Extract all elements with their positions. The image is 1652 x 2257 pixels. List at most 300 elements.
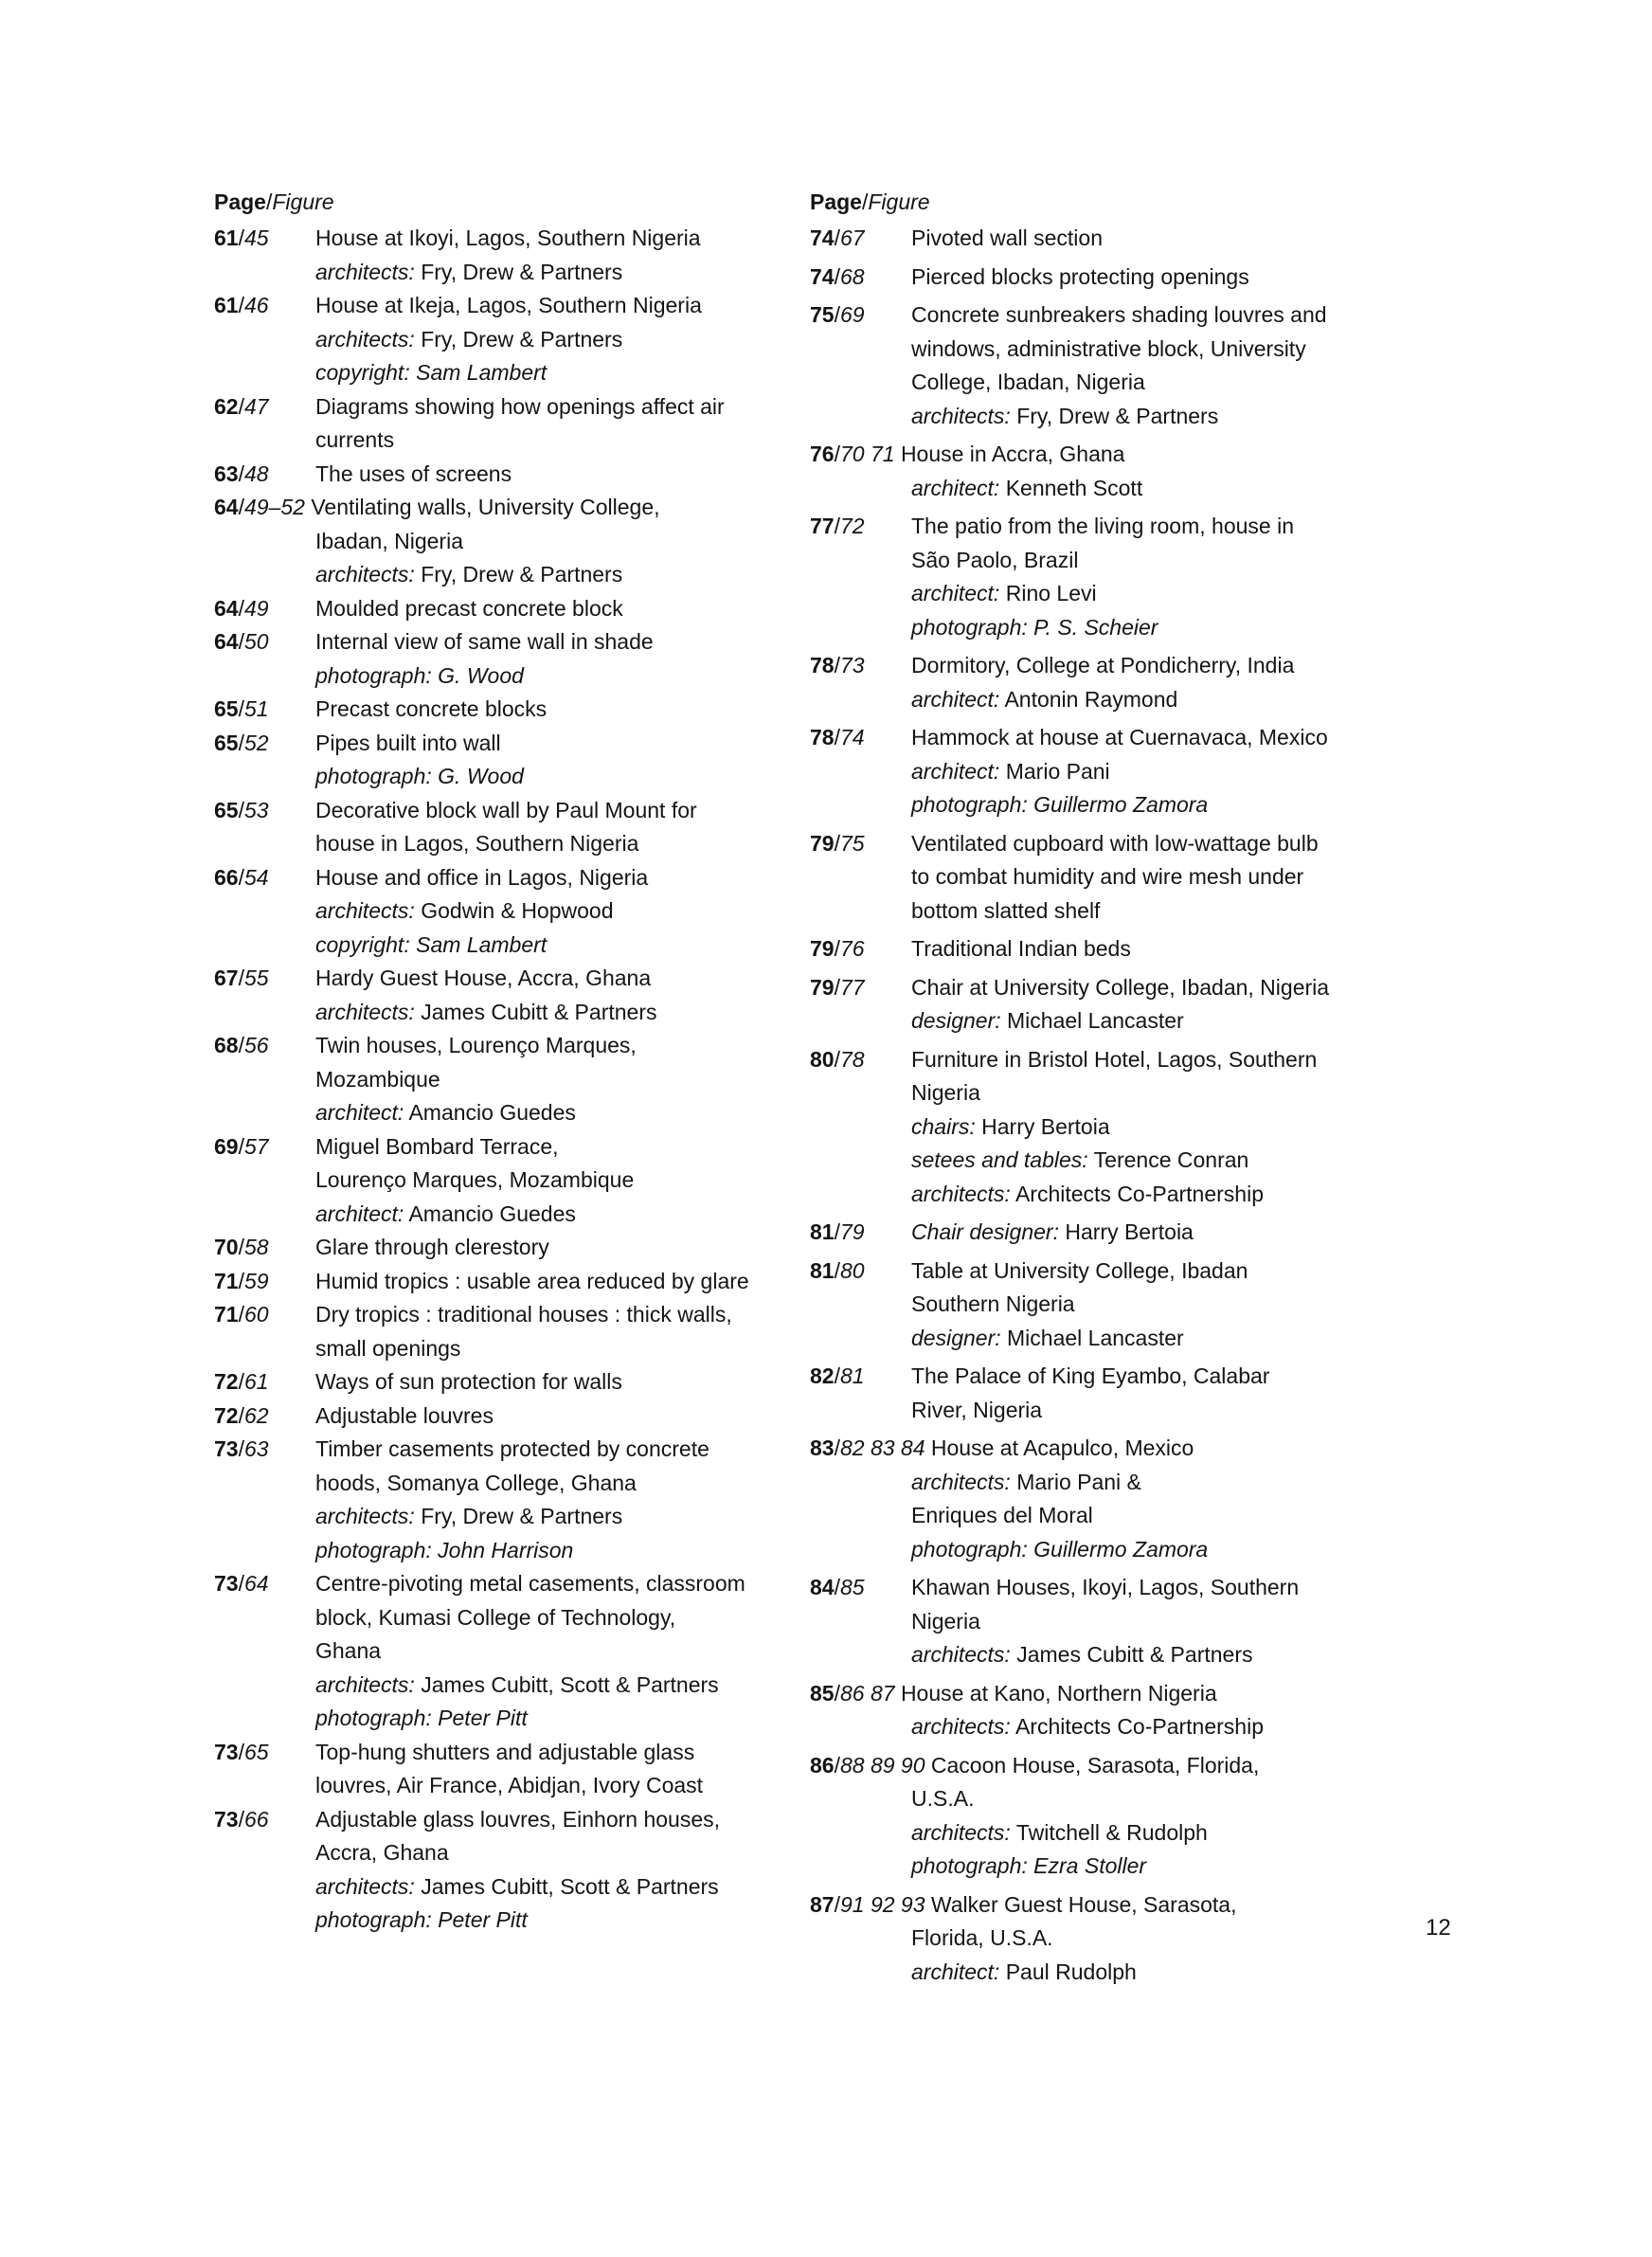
index-entry <box>214 727 782 794</box>
entry-figure-number: 73 <box>839 653 865 677</box>
entry-description-line: house in Lagos, Southern Nigeria <box>315 831 639 856</box>
entry-reference: 71/59 <box>214 1268 269 1293</box>
entry-credit <box>911 1216 1397 1250</box>
entry-figure-number: 76 <box>839 936 865 961</box>
entry-description-line: Ways of sun protection for walls <box>315 1369 622 1394</box>
entry-figure-number: 74 <box>839 725 865 749</box>
entry-continuation <box>810 472 1397 506</box>
index-entry <box>214 491 782 592</box>
entry-credit <box>315 256 782 290</box>
credit-name: Sam Lambert <box>416 360 548 385</box>
credit-role: photograph: <box>315 764 432 788</box>
credit-role: designer: <box>911 1008 1001 1033</box>
page-label: Page <box>214 190 266 214</box>
entry-reference: 74/68 <box>810 263 865 289</box>
right-column <box>810 188 1397 1994</box>
credit-name: Peter Pitt <box>438 1907 528 1932</box>
entry-description-line: Twin houses, Lourenço Marques, <box>315 1033 637 1057</box>
entry-page-number: 65 <box>214 696 239 721</box>
entry-page-number: 73 <box>214 1571 239 1596</box>
page-label: Page <box>810 190 862 214</box>
entry-description-line: São Paolo, Brazil <box>911 547 1079 572</box>
entry-description-line: Diagrams showing how openings affect air <box>315 393 725 419</box>
credit-role: architect: <box>315 1100 404 1125</box>
entry-reference: 73/64 <box>214 1571 269 1596</box>
credit-name: Harry Bertoia <box>981 1113 1110 1139</box>
entry-figure-number: 66 <box>243 1806 269 1832</box>
index-entry <box>810 1216 1397 1250</box>
credit-name: Architects Co-Partnership <box>1015 1181 1264 1206</box>
entry-description-line: Florida, U.S.A. <box>911 1925 1053 1950</box>
entry-description-line: Decorative block wall by Paul Mount for <box>315 797 697 822</box>
entry-description-text: House at Acapulco, Mexico <box>930 1435 1194 1460</box>
credit-role: chairs: <box>911 1113 976 1139</box>
credit-name: Architects Co-Partnership <box>1015 1714 1264 1739</box>
index-entry <box>810 971 1397 1038</box>
entry-description-line: The Palace of King Eyambo, Calabar <box>911 1363 1270 1388</box>
entry-reference: 65/51 <box>214 696 269 721</box>
entry-reference: 82/81 <box>810 1363 865 1388</box>
entry-page-number: 80 <box>810 1046 835 1072</box>
entry-figure-number: 54 <box>243 864 269 890</box>
index-entry <box>214 1399 782 1434</box>
entry-page-number: 82 <box>810 1363 835 1388</box>
entry-page-number: 69 <box>214 1133 239 1159</box>
entry-page-number: 72 <box>214 1369 239 1394</box>
credit-role: architect: <box>911 1959 1000 1984</box>
entry-credit <box>315 356 782 390</box>
index-entry <box>214 625 782 693</box>
credit-role: designer: <box>911 1325 1001 1350</box>
entry-continuation <box>810 1922 1397 1989</box>
index-entry <box>810 1677 1397 1744</box>
entry-reference: 67/55 <box>214 966 269 990</box>
credit-name: Ezra Stoller <box>1033 1853 1147 1878</box>
entry-credit <box>911 577 1397 611</box>
index-entry <box>214 962 782 1029</box>
credit-role: architect: <box>911 475 1000 500</box>
entry-page-number: 71 <box>214 1302 239 1327</box>
index-entry <box>214 1130 782 1232</box>
entry-figure-number: 61 <box>243 1369 269 1394</box>
index-entry <box>810 649 1397 716</box>
entry-figure-number: 81 <box>839 1363 865 1388</box>
entry-description-line: Dry tropics : traditional houses : thick walls, <box>315 1302 732 1327</box>
credit-name: Rino Levi <box>1005 581 1097 605</box>
entry-description-line: Accra, Ghana <box>315 1840 449 1865</box>
entry-reference: 78/74 <box>810 725 865 749</box>
entry-page-number: 65 <box>214 797 239 822</box>
entry-page-number: 66 <box>214 864 239 890</box>
entry-reference: 73/66 <box>214 1806 269 1832</box>
entry-page-number: 86 <box>810 1752 835 1778</box>
entry-credit <box>911 1956 1397 1990</box>
credit-role: photograph: <box>911 1536 1028 1562</box>
entry-page-number: 78 <box>810 725 835 749</box>
right-column-header: Page/Figure <box>810 190 930 214</box>
entry-description-line: Hardy Guest House, Accra, Ghana <box>315 966 652 990</box>
figure-label: Figure <box>272 190 334 214</box>
entry-page-number: 87 <box>810 1891 835 1917</box>
entry-credit <box>911 1499 1397 1533</box>
entry-description-line: Internal view of same wall in shade <box>315 629 654 654</box>
credit-role: architect: <box>911 581 1000 605</box>
right-entry-list <box>810 222 1397 1989</box>
entry-page-number: 77 <box>810 514 835 538</box>
entry-page-number: 76 <box>810 442 835 466</box>
index-entry <box>810 721 1397 822</box>
entry-reference: 63/48 <box>214 460 269 486</box>
entry-credit <box>315 1096 782 1130</box>
entry-page-number: 72 <box>214 1402 239 1428</box>
entry-description-line: Furniture in Bristol Hotel, Lagos, Southern <box>911 1046 1318 1072</box>
credit-role: architects: <box>911 403 1011 428</box>
credit-role: copyright: <box>315 360 410 385</box>
left-column-header: Page/Figure <box>214 190 334 214</box>
entry-figure-number: 70 71 <box>839 442 895 466</box>
index-entry <box>810 932 1397 966</box>
index-entry <box>214 1298 782 1365</box>
entry-figure-number: 62 <box>243 1402 269 1428</box>
credit-role: copyright: <box>315 931 410 957</box>
entry-reference: 73/63 <box>214 1436 269 1461</box>
credit-name: P. S. Scheier <box>1033 614 1158 640</box>
credit-role: architects: <box>315 1671 415 1697</box>
entry-credit <box>911 1816 1397 1851</box>
entry-figure-number: 46 <box>243 293 269 317</box>
entry-figure-number: 64 <box>243 1571 269 1596</box>
entry-figure-number: 75 <box>839 830 865 856</box>
credit-role: photograph: <box>315 1706 432 1730</box>
entry-figure-number: 57 <box>243 1133 269 1159</box>
entry-figure-number: 82 83 84 <box>839 1435 925 1460</box>
entry-reference: 62/47 <box>214 393 269 419</box>
credit-name: Amancio Guedes <box>408 1100 576 1125</box>
index-entry <box>214 1803 782 1938</box>
credit-name: Paul Rudolph <box>1005 1959 1137 1984</box>
credit-name: Guillermo Zamora <box>1033 1536 1209 1562</box>
entry-reference: 66/54 <box>214 864 269 890</box>
credit-role: architects: <box>911 1819 1011 1845</box>
entry-reference: 80/78 <box>810 1046 865 1072</box>
entry-figure-number: 49 <box>243 595 269 621</box>
entry-reference: 73/65 <box>214 1739 269 1764</box>
index-entry <box>214 1567 782 1736</box>
entry-description-text: House at Kano, Northern Nigeria <box>900 1680 1217 1706</box>
credit-name: Harry Bertoia <box>1065 1219 1194 1244</box>
credit-name: James Cubitt & Partners <box>1016 1642 1253 1667</box>
entry-reference: 69/57 <box>214 1133 269 1159</box>
entry-continuation <box>810 1466 1397 1567</box>
credit-role: photograph: <box>315 1537 432 1562</box>
entry-page-number: 79 <box>810 974 835 1000</box>
credit-name: Godwin & Hopwood <box>421 898 614 923</box>
index-entry <box>214 1265 782 1299</box>
entry-page-number: 81 <box>810 1219 835 1244</box>
credit-role: architects: <box>315 259 415 284</box>
credit-role: photograph: <box>315 1907 432 1932</box>
entry-credit <box>315 1669 782 1703</box>
entry-continuation <box>810 1782 1397 1884</box>
credit-name: James Cubitt, Scott & Partners <box>421 1873 719 1899</box>
entry-description-line: Top-hung shutters and adjustable glass <box>315 1739 695 1764</box>
credit-role: photograph: <box>911 1853 1028 1878</box>
entry-reference: 68/56 <box>214 1033 269 1057</box>
index-entry <box>214 1029 782 1130</box>
entry-description-line: Dormitory, College at Pondicherry, India <box>911 653 1295 677</box>
entry-figure-number: 49–52 <box>243 495 305 519</box>
credit-role: photograph: <box>315 662 432 688</box>
entry-figure-number: 58 <box>243 1235 269 1259</box>
credit-name: John Harrison <box>438 1537 574 1562</box>
credit-name: Antonin Raymond <box>1004 686 1178 712</box>
entry-credit <box>911 1004 1397 1038</box>
entry-description-line: Mozambique <box>315 1066 440 1092</box>
left-column <box>214 188 782 1938</box>
entry-description-line: hoods, Somanya College, Ghana <box>315 1470 637 1495</box>
entry-figure-number: 88 89 90 <box>839 1752 925 1778</box>
entry-reference: 61/46 <box>214 293 269 317</box>
entry-reference: 61/45 <box>214 226 269 250</box>
entry-figure-number: 59 <box>243 1268 269 1293</box>
entry-page-number: 74 <box>810 263 835 289</box>
entry-credit <box>315 1870 782 1905</box>
entry-description-line: U.S.A. <box>911 1786 975 1811</box>
credit-role: architects: <box>315 562 415 587</box>
entry-page-number: 81 <box>810 1257 835 1283</box>
credit-role: photograph: <box>911 792 1028 817</box>
index-entry <box>214 861 782 963</box>
entry-figure-number: 91 92 93 <box>839 1891 925 1917</box>
credit-name: Fry, Drew & Partners <box>1016 403 1219 428</box>
credit-role: architect: <box>315 1201 404 1226</box>
credit-role: setees and tables: <box>911 1147 1088 1172</box>
entry-description-line: House and office in Lagos, Nigeria <box>315 864 649 890</box>
entry-credit <box>911 1144 1397 1178</box>
entry-figure-number: 60 <box>243 1302 269 1327</box>
credit-name: Amancio Guedes <box>408 1201 576 1226</box>
credit-name: Twitchell & Rudolph <box>1015 1819 1208 1845</box>
index-entry <box>214 390 782 458</box>
entry-description-line: currents <box>315 427 395 452</box>
entry-reference: 76/70 71 <box>810 442 895 466</box>
credit-name: Fry, Drew & Partners <box>421 562 623 587</box>
credit-name: Fry, Drew & Partners <box>421 259 623 284</box>
entry-page-number: 64 <box>214 629 239 654</box>
entry-description-line: Pierced blocks protecting openings <box>911 263 1249 289</box>
entry-continuation <box>214 525 782 592</box>
credit-name: Peter Pitt <box>438 1706 528 1730</box>
index-entry <box>214 222 782 289</box>
credit-name: Michael Lancaster <box>1007 1325 1184 1350</box>
entry-figure-number: 55 <box>243 966 269 990</box>
entry-credit <box>315 1904 782 1938</box>
credit-role: architects: <box>315 999 415 1024</box>
entry-credit <box>911 611 1397 645</box>
entry-reference: 72/62 <box>214 1402 269 1428</box>
entry-credit <box>911 1466 1397 1500</box>
entry-reference: 64/49 <box>214 595 269 621</box>
entry-figure-number: 63 <box>243 1436 269 1461</box>
entry-figure-number: 47 <box>243 393 269 419</box>
entry-figure-number: 78 <box>839 1046 865 1072</box>
entry-credit <box>315 1500 782 1534</box>
entry-page-number: 62 <box>214 393 239 419</box>
credit-role: architects: <box>315 1873 415 1899</box>
entry-description-line: Southern Nigeria <box>911 1291 1075 1316</box>
entry-credit <box>315 659 782 694</box>
entry-description-line: Adjustable louvres <box>315 1402 494 1428</box>
entry-description-line: Ventilated cupboard with low-wattage bulb <box>911 830 1319 856</box>
entry-credit <box>315 929 782 963</box>
entry-figure-number: 45 <box>243 226 269 250</box>
entry-credit <box>911 1850 1397 1884</box>
credit-role: Chair designer: <box>911 1219 1059 1244</box>
index-entry <box>810 1888 1397 1990</box>
entry-description-line: House at Ikeja, Lagos, Southern Nigeria <box>315 293 702 317</box>
entry-description-line: River, Nigeria <box>911 1397 1043 1422</box>
entry-page-number: 68 <box>214 1033 239 1057</box>
entry-description-text: Walker Guest House, Sarasota, <box>930 1891 1237 1917</box>
entry-page-number: 79 <box>810 936 835 961</box>
entry-reference: 81/79 <box>810 1219 865 1244</box>
credit-name: Kenneth Scott <box>1005 475 1143 500</box>
entry-credit <box>911 1710 1397 1744</box>
entry-description-line: Miguel Bombard Terrace, <box>315 1133 559 1159</box>
credit-role: architect: <box>911 686 1000 712</box>
entry-reference: 75/69 <box>810 302 865 327</box>
entry-page-number: 84 <box>810 1575 835 1599</box>
entry-description-line: Chair at University College, Ibadan, Nigeria <box>911 974 1330 1000</box>
entry-description-line: Pivoted wall section <box>911 226 1103 250</box>
entry-description-line: Traditional Indian beds <box>911 936 1131 961</box>
credit-role: architects: <box>315 326 415 352</box>
entry-credit <box>911 1322 1397 1356</box>
entry-figure-number: 50 <box>243 629 269 654</box>
entry-reference: 86/88 89 90 <box>810 1752 925 1778</box>
entry-reference: 77/72 <box>810 514 865 538</box>
entry-page-number: 83 <box>810 1435 835 1460</box>
entry-description-line: The patio from the living room, house in <box>911 514 1294 538</box>
index-entry <box>810 1043 1397 1212</box>
entry-description-line: louvres, Air France, Abidjan, Ivory Coast <box>315 1773 704 1797</box>
entry-reference: 65/52 <box>214 730 269 755</box>
entry-description-line: block, Kumasi College of Technology, <box>315 1604 676 1630</box>
left-entry-list <box>214 222 782 1938</box>
entry-page-number: 73 <box>214 1436 239 1461</box>
entry-figure-number: 48 <box>243 460 269 486</box>
entry-reference: 74/67 <box>810 226 865 250</box>
entry-page-number: 79 <box>810 830 835 856</box>
index-entry <box>214 1365 782 1399</box>
entry-figure-number: 53 <box>243 797 269 822</box>
entry-description-text: Cacoon House, Sarasota, Florida, <box>930 1752 1260 1778</box>
index-entry <box>810 1749 1397 1884</box>
entry-figure-number: 79 <box>839 1219 865 1244</box>
entry-credit <box>911 755 1397 789</box>
entry-page-number: 65 <box>214 730 239 755</box>
entry-credit <box>315 1702 782 1736</box>
entry-description-line <box>810 1888 1397 1923</box>
credit-name: Terence Conran <box>1093 1147 1249 1172</box>
entry-credit <box>315 760 782 794</box>
entry-figure-number: 77 <box>839 974 865 1000</box>
entry-page-number: 73 <box>214 1739 239 1764</box>
index-entry <box>810 298 1397 433</box>
entry-figure-number: 56 <box>243 1033 269 1057</box>
index-entry <box>810 1571 1397 1672</box>
entry-description-line: Ibadan, Nigeria <box>315 528 463 553</box>
index-entry <box>214 289 782 390</box>
index-entry <box>810 261 1397 295</box>
entry-page-number: 67 <box>214 966 239 990</box>
entry-reference: 87/91 92 93 <box>810 1891 925 1917</box>
entry-credit <box>911 683 1397 717</box>
credit-role: architects: <box>315 898 415 923</box>
index-entry <box>214 458 782 492</box>
entry-description-line <box>810 1677 1397 1711</box>
entry-page-number: 85 <box>810 1680 835 1706</box>
entry-reference: 83/82 83 84 <box>810 1435 925 1460</box>
entry-page-number: 61 <box>214 293 239 317</box>
entry-page-number: 78 <box>810 653 835 677</box>
index-entry <box>214 1231 782 1265</box>
entry-reference: 64/50 <box>214 629 269 654</box>
entry-credit <box>315 1198 782 1232</box>
entry-description-line: Glare through clerestory <box>315 1235 549 1259</box>
credit-name: James Cubitt, Scott & Partners <box>421 1671 719 1697</box>
entry-description-line: Nigeria <box>911 1080 980 1105</box>
entry-figure-number: 52 <box>243 730 269 755</box>
entry-description-line: The uses of screens <box>315 460 512 486</box>
entry-description-line: Lourenço Marques, Mozambique <box>315 1167 635 1192</box>
entry-reference: 84/85 <box>810 1575 865 1599</box>
entry-page-number: 70 <box>214 1235 239 1259</box>
credit-name: Sam Lambert <box>416 931 548 957</box>
index-entry <box>810 222 1397 256</box>
entry-reference: 79/76 <box>810 936 865 961</box>
entry-figure-number: 85 <box>839 1575 865 1599</box>
entry-description-line <box>810 1432 1397 1466</box>
entry-page-number: 71 <box>214 1268 239 1293</box>
index-entry <box>810 510 1397 644</box>
entry-description-line: House at Ikoyi, Lagos, Southern Nigeria <box>315 226 701 250</box>
index-entry <box>810 827 1397 929</box>
credit-name: Guillermo Zamora <box>1033 792 1209 817</box>
entry-credit <box>911 788 1397 822</box>
entry-credit <box>315 558 782 592</box>
entry-credit <box>911 1178 1397 1212</box>
credit-role: photograph: <box>911 614 1028 640</box>
index-entry <box>214 592 782 626</box>
entry-credit <box>911 472 1397 506</box>
credit-name: Fry, Drew & Partners <box>421 326 623 352</box>
index-entry <box>810 1360 1397 1427</box>
entry-reference: 85/86 87 <box>810 1680 895 1706</box>
entry-description-line: Humid tropics : usable area reduced by glare <box>315 1268 749 1293</box>
entry-page-number: 64 <box>214 595 239 621</box>
page-number: 12 <box>1426 1915 1451 1941</box>
credit-name: Michael Lancaster <box>1007 1008 1184 1033</box>
index-entry <box>810 1255 1397 1356</box>
entry-reference: 70/58 <box>214 1235 269 1259</box>
index-entry <box>214 1433 782 1567</box>
entry-description-line <box>810 438 1397 472</box>
entry-figure-number: 86 87 <box>839 1680 895 1706</box>
entry-description-text: Ventilating walls, University College, <box>311 495 660 519</box>
entry-figure-number: 80 <box>839 1257 865 1283</box>
entry-page-number: 61 <box>214 226 239 250</box>
